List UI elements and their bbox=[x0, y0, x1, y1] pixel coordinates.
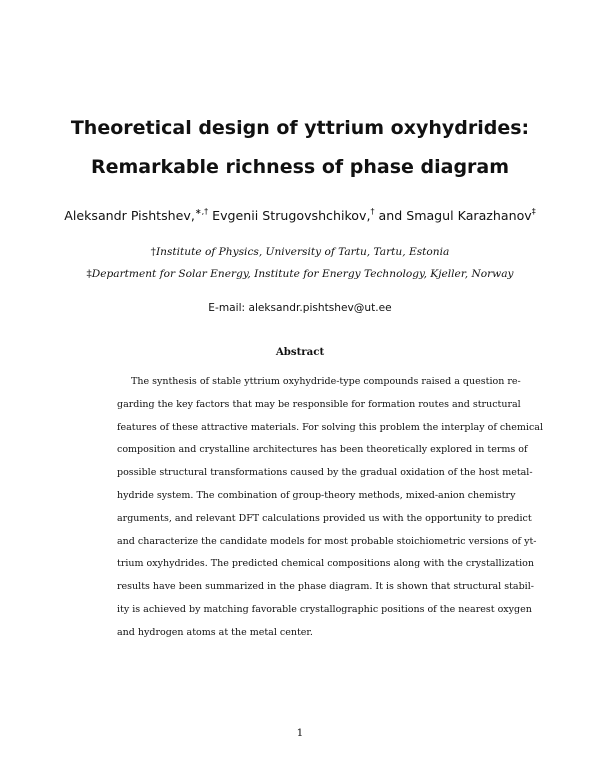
abstract-line: The synthesis of stable yttrium oxyhydride-type compounds raised a question re- bbox=[131, 376, 521, 387]
affiliation-mark: ‡ bbox=[86, 268, 92, 280]
abstract-line: composition and crystalline architectures has been theoretically explored in terms of bbox=[117, 444, 528, 456]
author-marks: ∗,† bbox=[194, 207, 209, 216]
abstract-line: features of these attractive materials. For solving this problem the interplay of chemical bbox=[117, 421, 543, 433]
author-name: and Smagul Karazhanov bbox=[378, 208, 532, 223]
affiliation-mark: † bbox=[150, 246, 156, 258]
abstract-line: hydride system. The combination of group-theory methods, mixed-anion chemistry bbox=[117, 489, 516, 501]
abstract-body bbox=[117, 371, 543, 645]
author-name: Aleksandr Pishtshev, bbox=[64, 208, 195, 223]
abstract-line: arguments, and relevant DFT calculations provided us with the opportunity to predict bbox=[117, 512, 532, 524]
affiliation-2 bbox=[30, 268, 570, 280]
author-list bbox=[30, 207, 570, 223]
abstract-line: and characterize the candidate models for most probable stoichiometric versions of yt- bbox=[117, 535, 537, 547]
abstract-line: ity is achieved by matching favorable crystallographic positions of the nearest oxygen bbox=[117, 603, 532, 615]
paper-title-line-2: Remarkable richness of phase diagram bbox=[90, 156, 510, 178]
paper-title-line-1: Theoretical design of yttrium oxyhydrides: bbox=[70, 117, 530, 139]
abstract-line: and hydrogen atoms at the metal center. bbox=[117, 626, 313, 638]
abstract-line: results have been summarized in the phase diagram. It is shown that structural stabil- bbox=[117, 581, 534, 593]
abstract-line: trium oxyhydrides. The predicted chemical compositions along with the crystallization bbox=[117, 558, 534, 570]
page-number: 1 bbox=[296, 727, 304, 739]
author-email: E-mail: aleksandr.pishtshev@ut.ee bbox=[208, 302, 392, 314]
author-marks: ‡ bbox=[531, 207, 536, 216]
author-marks: † bbox=[370, 207, 375, 216]
abstract-line: possible structural transformations caused by the gradual oxidation of the host metal- bbox=[117, 467, 533, 479]
abstract-heading: Abstract bbox=[275, 346, 325, 358]
author-name: Evgenii Strugovshchikov, bbox=[212, 208, 371, 223]
abstract-line: garding the key factors that may be responsible for formation routes and structural bbox=[117, 398, 521, 410]
affiliation-text: Department for Solar Energy, Institute for Energy Technology, Kjeller, Norway bbox=[91, 268, 514, 280]
affiliation-text: Institute of Physics, University of Tartu, Tartu, Estonia bbox=[155, 246, 450, 258]
affiliation-1 bbox=[30, 246, 570, 258]
